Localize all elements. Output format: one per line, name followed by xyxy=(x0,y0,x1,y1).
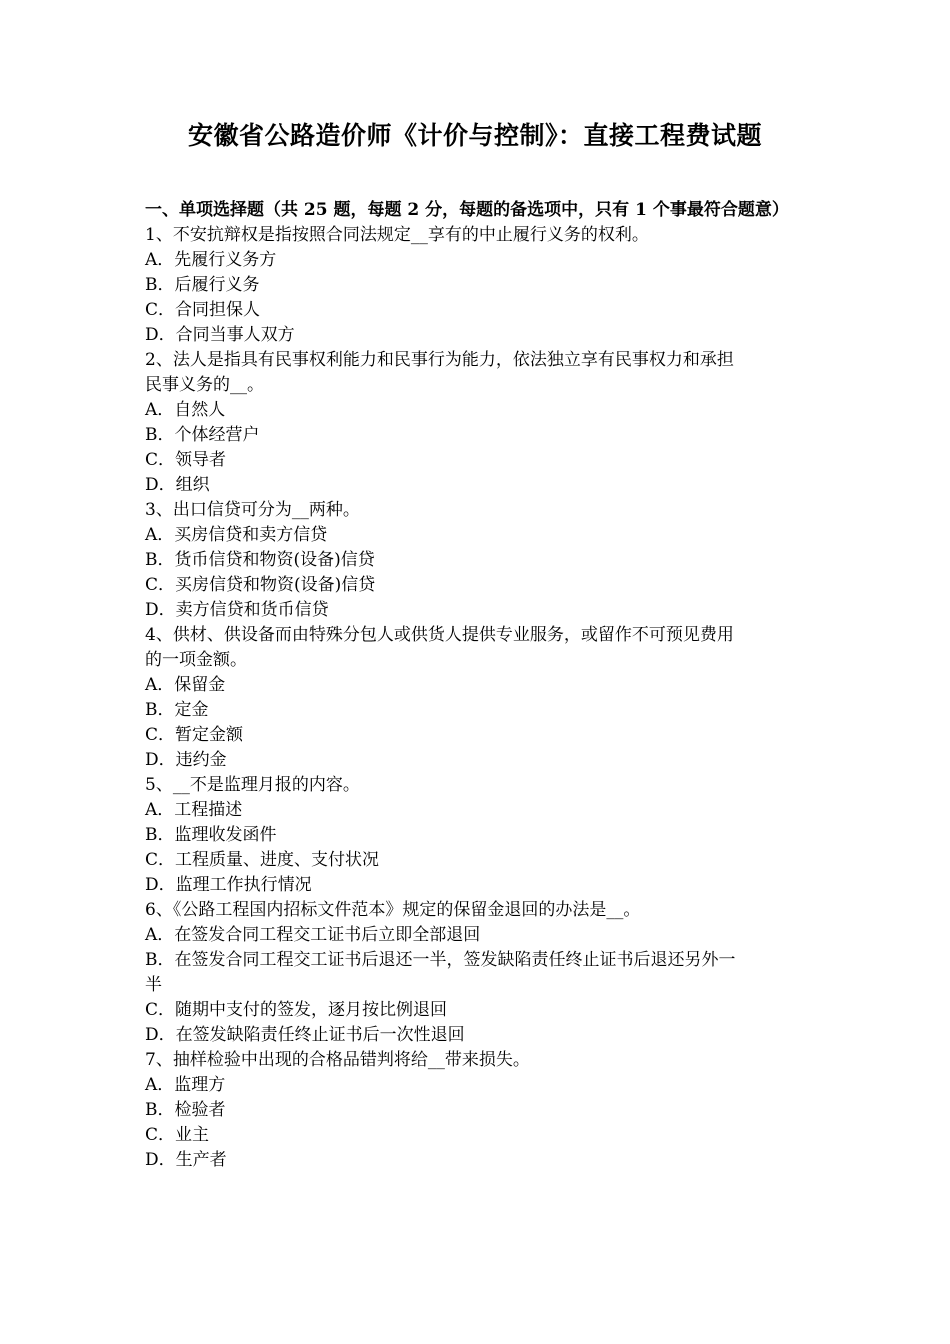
answer-option: B．监理收发函件 xyxy=(145,825,277,845)
section-heading: 一、单项选择题（共 25 题，每题 2 分，每题的备选项中，只有 1 个事最符合题意） xyxy=(145,200,789,220)
answer-option: B．个体经营户 xyxy=(145,425,260,445)
document-body xyxy=(145,198,810,1173)
answer-option: A．保留金 xyxy=(145,675,226,695)
answer-option: A．先履行义务方 xyxy=(145,250,277,270)
answer-option: D．生产者 xyxy=(145,1150,227,1170)
question-item xyxy=(145,773,810,898)
question-stem: 1、不安抗辩权是指按照合同法规定__享有的中止履行义务的权利。 xyxy=(145,225,649,245)
answer-option: B．货币信贷和物资(设备)信贷 xyxy=(145,550,375,570)
question-item xyxy=(145,1048,810,1173)
answer-option: D．在签发缺陷责任终止证书后一次性退回 xyxy=(145,1025,465,1045)
question-list xyxy=(145,223,810,1173)
answer-option: D．违约金 xyxy=(145,750,227,770)
question-item xyxy=(145,223,810,348)
answer-option: D．组织 xyxy=(145,475,210,495)
question-stem: 民事义务的__。 xyxy=(145,375,264,395)
answer-option: B．后履行义务 xyxy=(145,275,260,295)
answer-option: A．工程描述 xyxy=(145,800,243,820)
question-stem: 6、《公路工程国内招标文件范本》规定的保留金退回的办法是__。 xyxy=(145,900,641,920)
answer-option: B．定金 xyxy=(145,700,209,720)
answer-option: A．监理方 xyxy=(145,1075,226,1095)
question-stem: 2、法人是指具有民事权利能力和民事行为能力，依法独立享有民事权力和承担 xyxy=(145,350,734,370)
question-stem: 的一项金额。 xyxy=(145,650,247,670)
question-item xyxy=(145,623,810,773)
answer-option: D．合同当事人双方 xyxy=(145,325,295,345)
answer-option: D．卖方信贷和货币信贷 xyxy=(145,600,329,620)
answer-option: C．随期中支付的签发，逐月按比例退回 xyxy=(145,1000,448,1020)
answer-option: A．在签发合同工程交工证书后立即全部退回 xyxy=(145,925,481,945)
answer-option: C．领导者 xyxy=(145,450,227,470)
answer-option: C．买房信贷和物资(设备)信贷 xyxy=(145,575,376,595)
answer-option: C．合同担保人 xyxy=(145,300,261,320)
question-stem: 5、__不是监理月报的内容。 xyxy=(145,775,360,795)
answer-option: C．业主 xyxy=(145,1125,210,1145)
question-item xyxy=(145,348,810,498)
answer-option: D．监理工作执行情况 xyxy=(145,875,312,895)
question-item xyxy=(145,498,810,623)
question-stem: 7、抽样检验中出现的合格品错判将给__带来损失。 xyxy=(145,1050,530,1070)
question-stem: 3、出口信贷可分为__两种。 xyxy=(145,500,360,520)
document-title: 安徽省公路造价师《计价与控制》：直接工程费试题 xyxy=(187,121,762,150)
answer-option: B．在签发合同工程交工证书后退还一半，签发缺陷责任终止证书后退还另外一 xyxy=(145,950,736,970)
question-item xyxy=(145,898,810,1048)
answer-option: C．工程质量、进度、支付状况 xyxy=(145,850,380,870)
answer-option: C．暂定金额 xyxy=(145,725,244,745)
answer-option: A．自然人 xyxy=(145,400,226,420)
question-stem: 4、供材、供设备而由特殊分包人或供货人提供专业服务，或留作不可预见费用 xyxy=(145,625,734,645)
answer-option: B．检验者 xyxy=(145,1100,226,1120)
answer-option: A．买房信贷和卖方信贷 xyxy=(145,525,328,545)
answer-option: 半 xyxy=(145,975,162,995)
